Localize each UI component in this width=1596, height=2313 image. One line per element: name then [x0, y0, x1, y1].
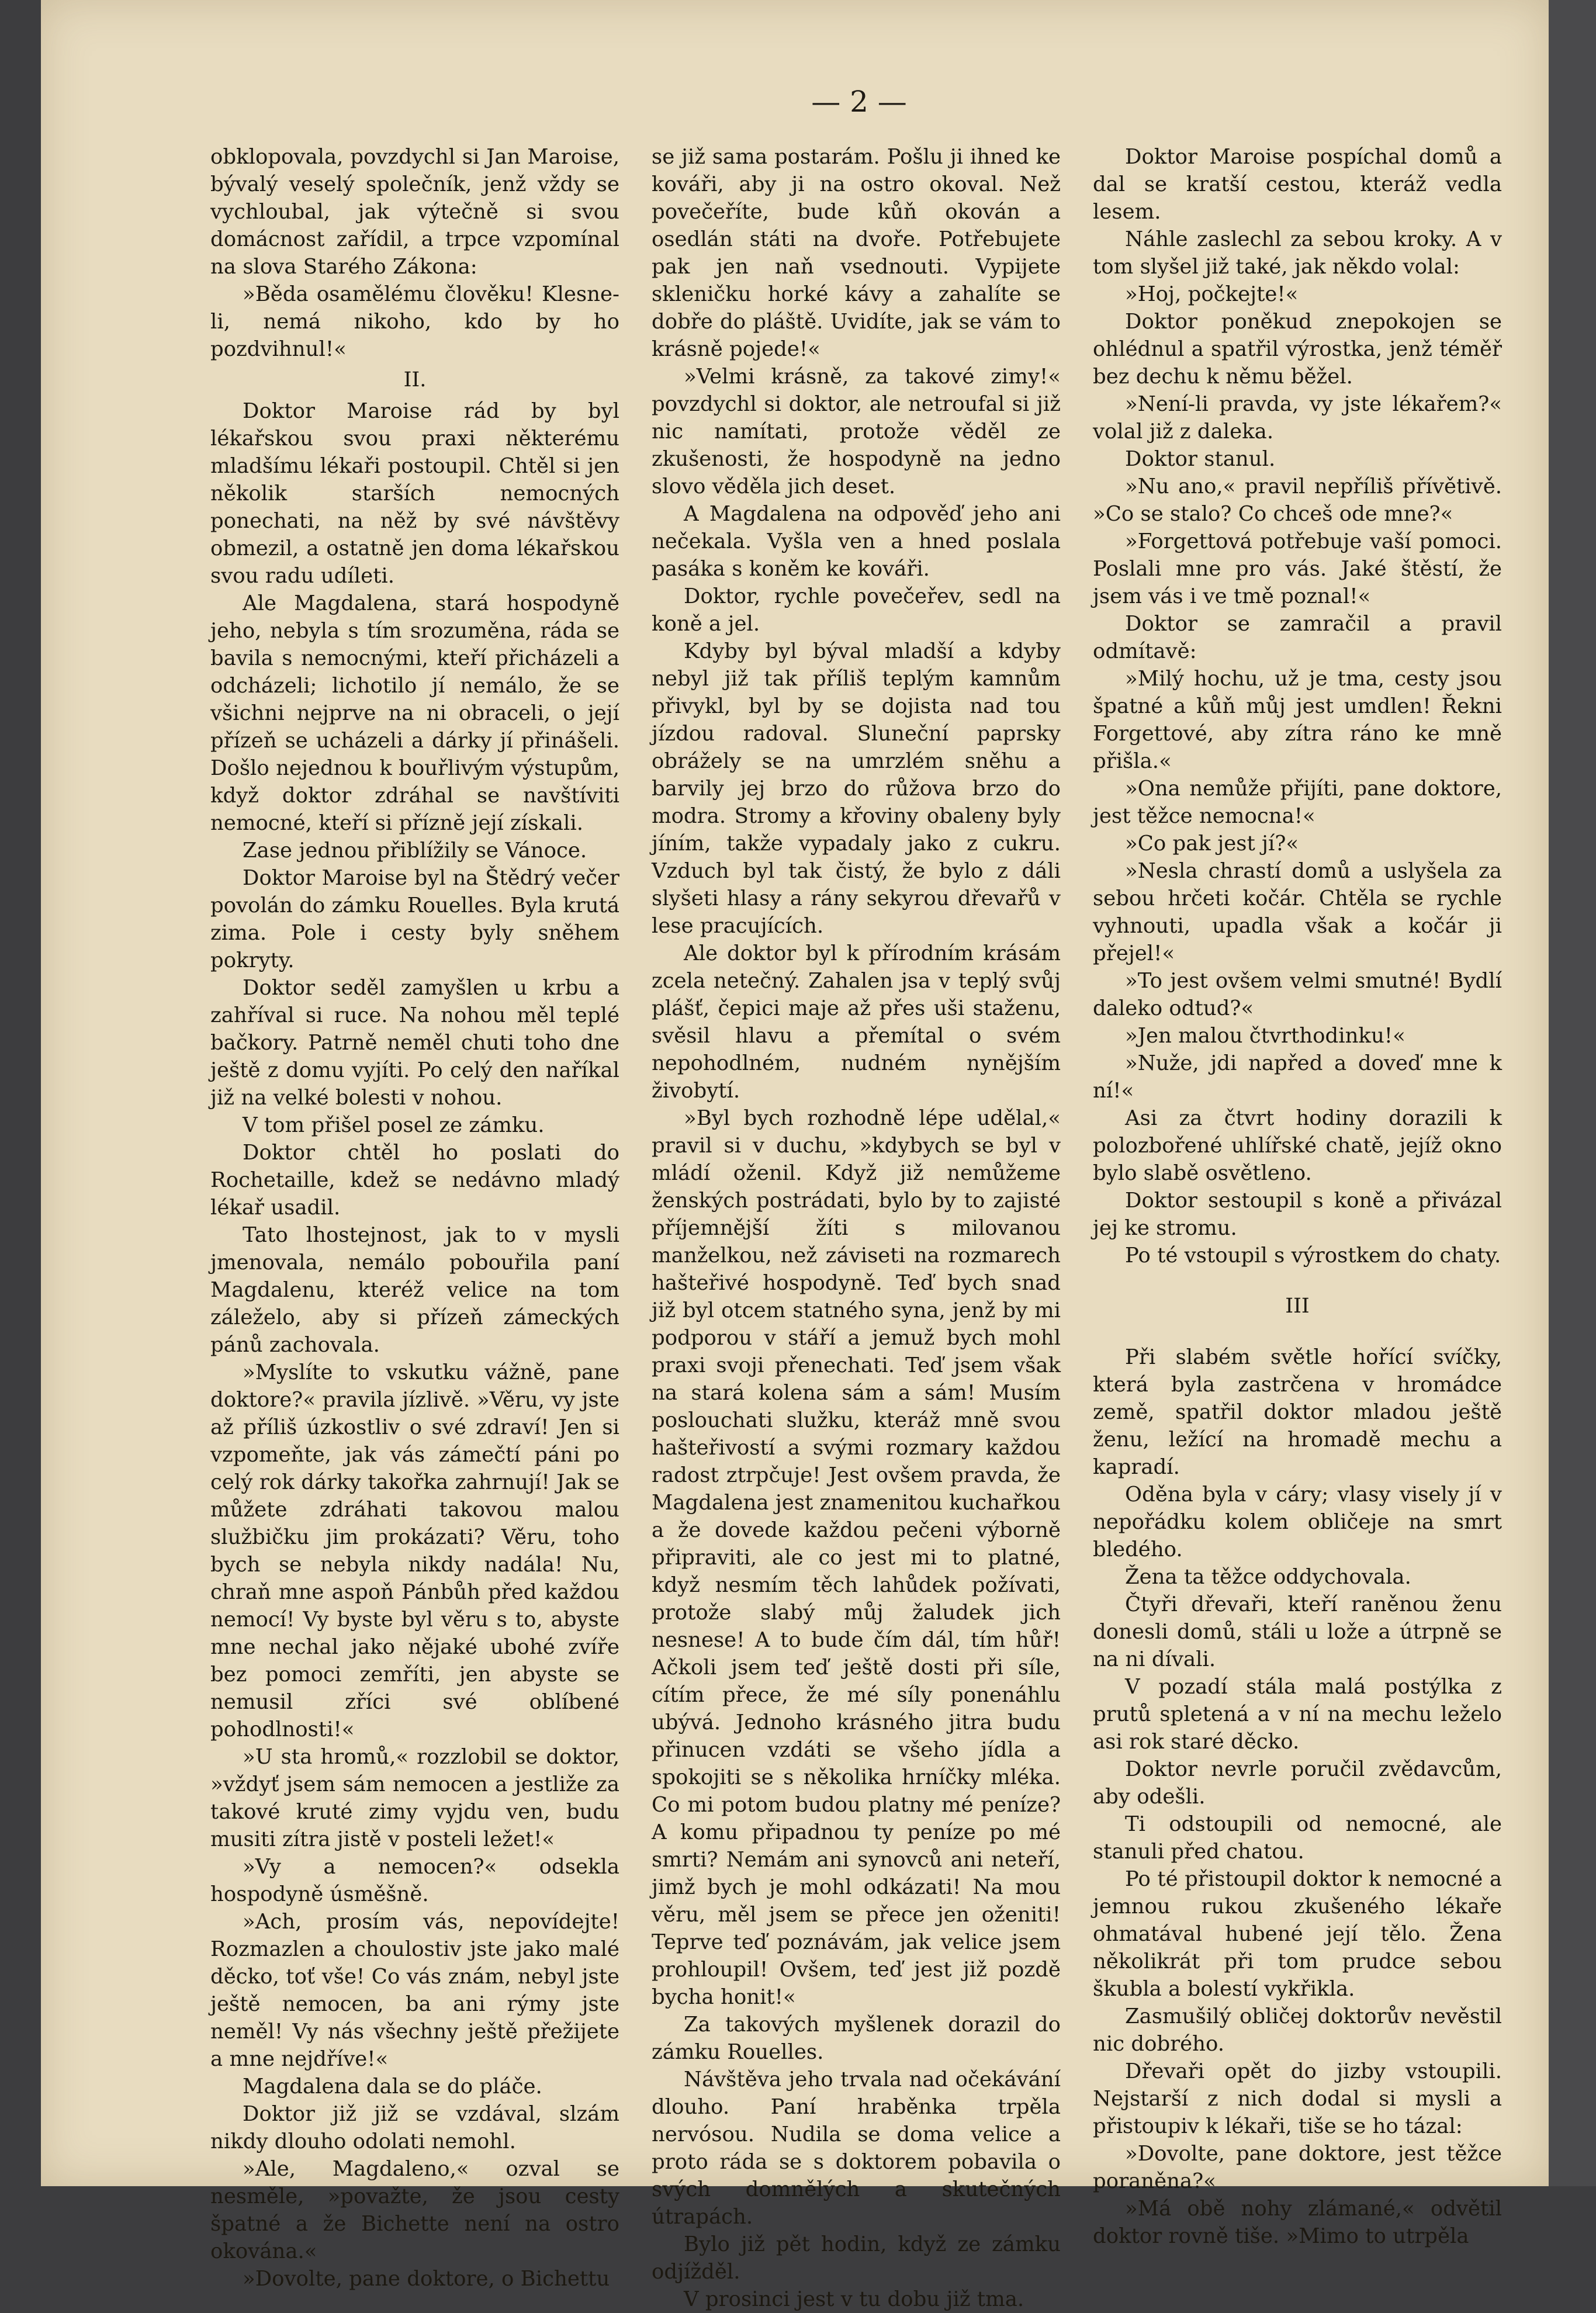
paragraph: »Milý hochu, už je tma, cesty jsou špatné a kůň můj jest umdlen! Řekni Forgettové, aby zítra ráno ke mně přišla.«	[1093, 667, 1502, 773]
paragraph: Ale Magdalena, stará hospodyně jeho, nebyla s tím srozuměna, ráda se bavila s nemocnými, kteří přicházeli a odcházeli; lichotilo jí nemálo, že se všichni nejprve na ni obraceli, o její přízeň se ucházeli a dárky jí přinášeli. Došlo nejednou k bouřlivým výstupům, když doktor zdráhal se navštíviti nemocné, kteří si přízně její získali.	[210, 591, 619, 835]
paragraph: »Vy a nemocen?« odsekla hospodyně úsměšně.	[210, 1855, 619, 1906]
paragraph: Doktor poněkud znepokojen se ohlédnul a spatřil výrostka, jenž téměř bez dechu k němu běžel.	[1093, 310, 1502, 389]
paragraph: Doktor, rychle povečeřev, sedl na koně a jel.	[652, 584, 1061, 636]
paragraph: »Co pak jest jí?«	[1125, 832, 1299, 856]
paragraph: »Ale, Magdaleno,« ozval se nesměle, »považte, že jsou cesty špatné a že Bichette není na ostro okována.«	[210, 2157, 619, 2263]
paragraph: Kdyby byl býval mladší a kdyby nebyl již tak příliš teplým kamnům přivykl, byl by se dojista nad tou jízdou radoval. Sluneční paprsky obrážely se na umrzlém sněhu a barvily jej brzo do růžova brzo do modra. Stromy a křoviny obaleny byly jíním, takže vypadaly jako z cukru. Vzduch byl tak čistý, že bylo z dáli slyšeti hlasy a rány sekyrou dřevařů v lese pracujících.	[652, 639, 1061, 938]
paragraph: Magdalena dala se do pláče.	[243, 2075, 542, 2099]
paragraph: »U sta hromů,« rozzlobil se doktor, »vždyť jsem sám nemocen a jestliže za takové kruté zimy vyjdu ven, budu musiti zítra jistě v posteli ležet!«	[210, 1745, 619, 1851]
paragraph: »Nu ano,« pravil nepříliš přívětivě. »Co se stalo? Co chceš ode mne?«	[1093, 475, 1502, 526]
paragraph: Po té přistoupil doktor k nemocné a jemnou rukou zkušeného lékaře ohmatával hubené její tělo. Žena několikrát při tom prudce sebou škubla a bolestí vykřikla.	[1093, 1867, 1502, 2001]
paragraph: »Není-li pravda, vy jste lékařem?« volal již z daleka.	[1093, 392, 1502, 444]
text-column-3	[1093, 143, 1502, 2250]
paragraph: V pozadí stála malá postýlka z prutů spletená a v ní na mechu leželo asi rok staré děcko.	[1093, 1675, 1502, 1754]
paragraph: Doktor stanul.	[1125, 447, 1276, 471]
paragraph: Doktor již již se vzdával, slzám nikdy dlouho odolati nemohl.	[210, 2102, 619, 2153]
paragraph: Doktor sestoupil s koně a přivázal jej ke stromu.	[1093, 1189, 1502, 1240]
paragraph: »Forgettová potřebuje vaší pomoci. Poslali mne pro vás. Jaké štěstí, že jsem vás i ve tmě poznal!«	[1093, 529, 1502, 608]
paragraph: »Běda osamělému člověku! Klesne-li, nemá nikoho, kdo by ho pozdvihnul!«	[210, 282, 619, 361]
page-number: — 2 —	[811, 85, 907, 119]
paragraph: Žena ta těžce oddychovala.	[1125, 1565, 1411, 1589]
paragraph: V prosinci jest v tu dobu již tma.	[684, 2287, 1024, 2311]
paragraph: Oděna byla v cáry; vlasy visely jí v nepořádku kolem obličeje na smrt bledého.	[1093, 1483, 1502, 1561]
paragraph: Náhle zaslechl za sebou kroky. A v tom slyšel již také, jak někdo volal:	[1093, 227, 1502, 279]
paragraph: »Byl bych rozhodně lépe udělal,« pravil si v duchu, »kdybych se byl v mládí oženil. Když již nemůžeme ženských postrádati, bylo by to zajisté příjemnější žíti s milovanou manželkou, než záviseti na rozmarech hašteřivé hospodyně. Teď bych snad již byl otcem statného syna, jenž by mi podporou v stáří a jemuž bych mohl praxi svoji přenechati. Teď jsem však na stará kolena sám a sám! Musím poslouchati služku, kteráž mně svou hašteřivostí a svými rozmary každou radost ztrpčuje! Jest ovšem pravda, že Magdalena jest znamenitou kuchařkou a že dovede každou pečeni výborně připraviti, ale co jest mi to platné, když nesmím těch lahůdek požívati, protože slabý můj žaludek jich nesnese! A to bude čím dál, tím hůř! Ačkoli jsem teď ještě dosti při síle, cítím přece, že mé síly ponenáhlu ubývá. Jednoho krásného jitra budu přinucen vzdáti se všeho jídla a spokojiti se s několika hrníčky mléka. Co mi potom budou platny mé peníze? A komu připadnou ty peníze po mé smrti? Nemám ani synovců ani neteří, jimž bych je mohl odkázati! Na mou věru, měl jsem se přece jen oženiti! Teprve teď poznávám, jak velice jsem prohloupil! Ovšem, teď jest již pozdě bycha honit!«	[652, 1106, 1061, 2009]
paragraph: »Velmi krásně, za takové zimy!« povzdychl si doktor, ale netroufal si již nic namítati, protože věděl ze zkušenosti, že hospodyně na jedno slovo věděla jich deset.	[652, 365, 1061, 498]
paragraph: Doktor chtěl ho poslati do Rochetaille, kdež se nedávno mladý lékař usadil.	[210, 1141, 619, 1220]
paragraph: Po té vstoupil s výrostkem do chaty.	[1125, 1244, 1501, 1268]
paragraph: se již sama postarám. Pošlu ji ihned ke kováři, aby ji na ostro okoval. Než povečeříte, bude kůň okován a osedlán státi na dvoře. Potřebujete pak jen naň vsednouti. Vypijete skleničku horké kávy a zahalíte se dobře do pláště. Uvidíte, jak se vám to krásně pojede!«	[652, 145, 1061, 361]
paragraph: Asi za čtvrt hodiny dorazili k polozbořené uhlířské chatě, jejíž okno bylo slabě osvětleno.	[1093, 1106, 1502, 1185]
paragraph: Doktor Maroise pospíchal domů a dal se kratší cestou, kteráž vedla lesem.	[1093, 145, 1502, 224]
paragraph: Zasmušilý obličej doktorův nevěstil nic dobrého.	[1093, 2004, 1502, 2056]
paragraph: Doktor se zamračil a pravil odmítavě:	[1093, 612, 1502, 663]
paragraph: Čtyři dřevaři, kteří raněnou ženu donesli domů, stáli u lože a útrpně se na ni dívali.	[1093, 1592, 1502, 1671]
paragraph: Doktor Maroise rád by byl lékařskou svou praxi některému mladšímu lékaři postoupil. Chtěl si jen několik starších nemocných ponechati, na něž by své návštěvy obmezil, a ostatně jen doma lékařskou svou radu udíleti.	[210, 399, 619, 588]
paragraph: »Nesla chrastí domů a uslyšela za sebou hrčeti kočár. Chtěla se rychle vyhnouti, upadla však a kočár ji přejel!«	[1093, 859, 1502, 965]
section-heading: III	[1285, 1294, 1310, 1318]
paragraph: »Ona nemůže přijíti, pane doktore, jest těžce nemocna!«	[1093, 777, 1502, 828]
paragraph: Dřevaři opět do jizby vstoupili. Nejstarší z nich dodal si mysli a přistoupiv k lékaři, tiše se ho tázal:	[1093, 2059, 1502, 2138]
scan-background	[1549, 0, 1596, 2186]
paragraph: Ale doktor byl k přírodním krásám zcela netečný. Zahalen jsa v teplý svůj plášť, čepici maje až přes uši staženu, svěsil hlavu a přemítal o svém nepohodlném, nudném nynějším živobytí.	[652, 941, 1061, 1103]
paragraph: obklopovala, povzdychl si Jan Maroise, bývalý veselý společník, jenž vždy se vychloubal, jak výtečně si svou domácnost zařídil, a trpce vzpomínal na slova Starého Zákona:	[210, 145, 619, 279]
paragraph: Za takových myšlenek dorazil do zámku Rouelles.	[652, 2013, 1061, 2064]
paragraph: »Jen malou čtvrthodinku!«	[1125, 1024, 1405, 1048]
paragraph: A Magdalena na odpověď jeho ani nečekala. Vyšla ven a hned poslala pasáka s koněm ke kováři.	[652, 502, 1061, 581]
paragraph: »Má obě nohy zlámané,« odvětil doktor rovně tiše. »Mimo to utrpěla	[1093, 2197, 1502, 2248]
text-column-2	[652, 143, 1061, 2313]
text-column-1	[210, 143, 619, 2293]
paragraph: Doktor nevrle poručil zvědavcům, aby odešli.	[1093, 1757, 1502, 1809]
paragraph: Tato lhostejnost, jak to v mysli jmenovala, nemálo pobouřila paní Magdalenu, kteréž velice na tom záleželo, aby si přízeň zámeckých pánů zachovala.	[210, 1223, 619, 1357]
paragraph: Doktor seděl zamyšlen u krbu a zahříval si ruce. Na nohou měl teplé bačkory. Patrně neměl chuti toho dne ještě z domu vyjíti. Po celý den naříkal již na velké bolesti v nohou.	[210, 976, 619, 1110]
paragraph: Zase jednou přiblížily se Vánoce.	[243, 839, 587, 863]
paragraph: Návštěva jeho trvala nad očekávání dlouho. Paní hraběnka trpěla nervósou. Nudila se doma velice a proto ráda se s doktorem pobavila o svých domnělých a skutečných útrapách.	[652, 2068, 1061, 2229]
paragraph: Doktor Maroise byl na Štědrý večer povolán do zámku Rouelles. Byla krutá zima. Pole i cesty byly sněhem pokryty.	[210, 866, 619, 972]
paragraph: Bylo již pět hodin, když ze zámku odjížděl.	[652, 2232, 1061, 2284]
paragraph: »Myslíte to vskutku vážně, pane doktore?« pravila jízlivě. »Věru, vy jste až příliš úzkostliv o své zdraví! Jen si vzpomeňte, jak vás zámečtí páni po celý rok dárky takořka zahrnují! Jak se můžete zdráhati takovou malou službičku jim prokázati? Věru, toho bych se nebyla nikdy nadála! Nu, chraň mne aspoň Pánbůh před každou nemocí! Vy byste byl věru s to, abyste mne nechal jako nějaké ubohé zvíře bez pomoci zemříti, jen abyste se nemusil zříci své oblíbené pohodlnosti!«	[210, 1360, 619, 1741]
paragraph: Při slabém světle hořící svíčky, která byla zastrčena v hromádce země, spatřil doktor mladou ještě ženu, ležící na hromadě mechu a kapradí.	[1093, 1345, 1502, 1479]
paragraph: »Ach, prosím vás, nepovídejte! Rozmazlen a choulostiv jste jako malé děcko, toť vše! Co vás znám, nebyl jste ještě nemocen, ba ani rýmy jste neměl! Vy nás všechny ještě přežijete a mne nejdříve!«	[210, 1910, 619, 2071]
paragraph: Ti odstoupili od nemocné, ale stanuli před chatou.	[1093, 1812, 1502, 1864]
paragraph: V tom přišel posel ze zámku.	[243, 1113, 545, 1137]
paragraph: »Dovolte, pane doktore, o Bichettu	[243, 2267, 610, 2291]
section-heading: II.	[403, 368, 427, 392]
paragraph: »Nuže, jdi napřed a doveď mne k ní!«	[1093, 1051, 1502, 1103]
paragraph: »To jest ovšem velmi smutné! Bydlí daleko odtud?«	[1093, 969, 1502, 1020]
paragraph: »Hoj, počkejte!«	[1125, 282, 1299, 306]
paragraph: »Dovolte, pane doktore, jest těžce poraněna?«	[1093, 2142, 1502, 2193]
